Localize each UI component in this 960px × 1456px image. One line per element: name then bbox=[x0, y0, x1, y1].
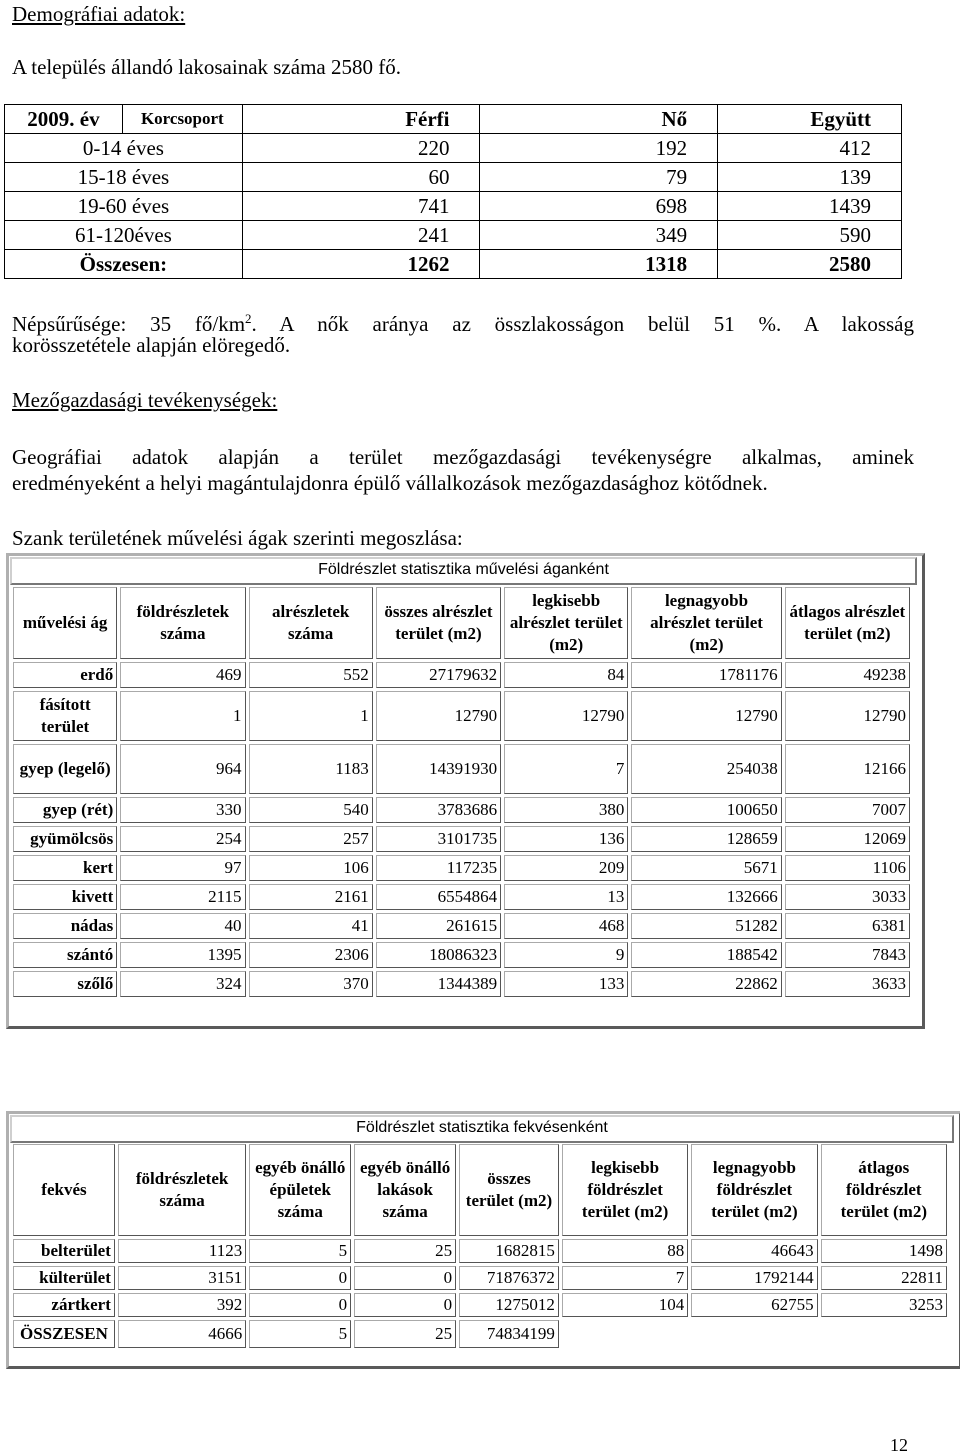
cultivation-cell: 1395 bbox=[120, 942, 245, 968]
age-group: 61-120éves bbox=[5, 221, 243, 250]
female-count: 192 bbox=[480, 134, 718, 163]
cultivation-cell: 540 bbox=[249, 797, 373, 823]
cultivation-row bbox=[13, 942, 910, 968]
cultivation-cell: 6381 bbox=[785, 913, 910, 939]
cultivation-cell: 2306 bbox=[249, 942, 373, 968]
cultivation-cell: 51282 bbox=[631, 913, 781, 939]
cultivation-cell: 261615 bbox=[376, 913, 501, 939]
cultivation-cell: 22862 bbox=[631, 971, 781, 997]
page-number: 12 bbox=[890, 1435, 908, 1455]
cultivation-row bbox=[13, 971, 910, 997]
cultivation-table bbox=[10, 584, 913, 1000]
cultivation-cell: 188542 bbox=[631, 942, 781, 968]
cultivation-branch-name: gyep (rét) bbox=[13, 797, 117, 823]
cultivation-cell: 380 bbox=[504, 797, 628, 823]
header-location: fekvés bbox=[13, 1144, 115, 1236]
cultivation-cell: 552 bbox=[249, 662, 373, 688]
population-intro: A település állandó lakosainak száma 2580 fő. bbox=[12, 55, 401, 79]
population-table bbox=[4, 104, 902, 279]
male-sum: 1262 bbox=[242, 250, 480, 279]
header-parcel-count: földrészletek száma bbox=[120, 587, 245, 659]
cultivation-cell: 468 bbox=[504, 913, 628, 939]
cultivation-row bbox=[13, 797, 910, 823]
location-cell: 0 bbox=[249, 1266, 351, 1290]
location-header-row bbox=[13, 1144, 947, 1236]
cultivation-header-row bbox=[13, 587, 910, 659]
cultivation-cell: 209 bbox=[504, 855, 628, 881]
total-count: 590 bbox=[718, 221, 902, 250]
header-max-area: legnagyobb földrészlet terület (m2) bbox=[691, 1144, 817, 1236]
cultivation-cell: 6554864 bbox=[376, 884, 501, 910]
cultivation-cell: 370 bbox=[249, 971, 373, 997]
cultivation-cell: 1106 bbox=[785, 855, 910, 881]
cultivation-cell: 1344389 bbox=[376, 971, 501, 997]
cultivation-cell: 40 bbox=[120, 913, 245, 939]
density-paragraph-line1: Népsűrűsége: 35 $fő/km^2$. A nők aránya az összlakosságon belül 51 %. A lakosság bbox=[12, 311, 914, 336]
location-cell: 46643 bbox=[691, 1239, 817, 1263]
year-label: 2009. év bbox=[5, 105, 123, 134]
header-other-dwellings: egyéb önálló lakások száma bbox=[354, 1144, 456, 1236]
cultivation-row bbox=[13, 913, 910, 939]
density-paragraph-line2: korösszetétele alapján elöregedő. bbox=[12, 333, 291, 357]
location-cell: 3151 bbox=[118, 1266, 246, 1290]
location-cell: 0 bbox=[354, 1266, 456, 1290]
cultivation-cell: 257 bbox=[249, 826, 373, 852]
population-row bbox=[5, 221, 902, 250]
total-area: 74834199 bbox=[459, 1320, 559, 1348]
female-header: Nő bbox=[480, 105, 718, 134]
location-cell: 392 bbox=[118, 1293, 246, 1317]
total-other-buildings: 5 bbox=[249, 1320, 351, 1348]
density-superscript: 2 bbox=[245, 311, 252, 326]
cultivation-cell: 106 bbox=[249, 855, 373, 881]
cultivation-branch-name: nádas bbox=[13, 913, 117, 939]
location-cell: 104 bbox=[562, 1293, 688, 1317]
population-header-row bbox=[5, 105, 902, 134]
cultivation-cell: 2115 bbox=[120, 884, 245, 910]
cultivation-row bbox=[13, 884, 910, 910]
cultivation-row bbox=[13, 744, 910, 794]
age-group-header: Korcsoport bbox=[122, 105, 242, 134]
female-count: 349 bbox=[480, 221, 718, 250]
cultivation-cell: 18086323 bbox=[376, 942, 501, 968]
age-group: 0-14 éves bbox=[5, 134, 243, 163]
cultivation-branch-name: fásított terület bbox=[13, 691, 117, 741]
cultivation-branch-name: gyümölcsös bbox=[13, 826, 117, 852]
cultivation-body bbox=[13, 662, 910, 997]
age-group: 19-60 éves bbox=[5, 192, 243, 221]
cultivation-cell: 12790 bbox=[631, 691, 781, 741]
demography-heading: Demográfiai adatok: bbox=[12, 2, 186, 26]
location-banner: Földrészlet statisztika fekvésenként bbox=[10, 1115, 954, 1143]
agriculture-heading: Mezőgazdasági tevékenységek: bbox=[12, 388, 278, 412]
total-header: Együtt bbox=[718, 105, 902, 134]
header-min-area: legkisebb földrészlet terület (m2) bbox=[562, 1144, 688, 1236]
location-cell: 88 bbox=[562, 1239, 688, 1263]
cultivation-row bbox=[13, 826, 910, 852]
cultivation-cell: 100650 bbox=[631, 797, 781, 823]
male-count: 220 bbox=[242, 134, 480, 163]
location-cell: 25 bbox=[354, 1239, 456, 1263]
header-parcel-count: földrészletek száma bbox=[118, 1144, 246, 1236]
location-body bbox=[13, 1239, 947, 1317]
cultivation-cell: 469 bbox=[120, 662, 245, 688]
header-total-area: összes terület (m2) bbox=[459, 1144, 559, 1236]
cultivation-cell: 964 bbox=[120, 744, 245, 794]
location-cell: 22811 bbox=[821, 1266, 947, 1290]
cultivation-cell: 3033 bbox=[785, 884, 910, 910]
male-count: 741 bbox=[242, 192, 480, 221]
cultivation-row bbox=[13, 691, 910, 741]
cultivation-cell: 128659 bbox=[631, 826, 781, 852]
cultivation-cell: 12166 bbox=[785, 744, 910, 794]
header-min-area: legkisebb alrészlet terület (m2) bbox=[504, 587, 628, 659]
cultivation-cell: 12790 bbox=[504, 691, 628, 741]
cultivation-cell: 84 bbox=[504, 662, 628, 688]
cultivation-branch-name: szőlő bbox=[13, 971, 117, 997]
header-total-area: összes alrészlet terület (m2) bbox=[376, 587, 501, 659]
total-count: 1439 bbox=[718, 192, 902, 221]
cultivation-branch-name: gyep (legelő) bbox=[13, 744, 117, 794]
cultivation-cell: 13 bbox=[504, 884, 628, 910]
sum-label: Összesen: bbox=[5, 250, 243, 279]
header-max-area: legnagyobb alrészlet terület (m2) bbox=[631, 587, 781, 659]
total-sum: 2580 bbox=[718, 250, 902, 279]
location-cell: 7 bbox=[562, 1266, 688, 1290]
location-row bbox=[13, 1239, 947, 1263]
location-name: belterület bbox=[13, 1239, 115, 1263]
population-sum-row bbox=[5, 250, 902, 279]
location-cell: 62755 bbox=[691, 1293, 817, 1317]
cultivation-cell: 3101735 bbox=[376, 826, 501, 852]
cultivation-branch-name: kivett bbox=[13, 884, 117, 910]
location-cell: 0 bbox=[249, 1293, 351, 1317]
cultivation-cell: 49238 bbox=[785, 662, 910, 688]
cultivation-cell: 2161 bbox=[249, 884, 373, 910]
cultivation-row bbox=[13, 855, 910, 881]
header-avg-area: átlagos földrészlet terület (m2) bbox=[821, 1144, 947, 1236]
cultivation-cell: 7 bbox=[504, 744, 628, 794]
land-heading: Szank területének művelési ágak szerinti megoszlása: bbox=[12, 526, 463, 550]
cultivation-cell: 12069 bbox=[785, 826, 910, 852]
location-table bbox=[10, 1141, 950, 1351]
cultivation-cell: 7007 bbox=[785, 797, 910, 823]
header-avg-area: átlagos alrészlet terület (m2) bbox=[785, 587, 910, 659]
header-cultivation-branch: művelési ág bbox=[13, 587, 117, 659]
cultivation-cell: 27179632 bbox=[376, 662, 501, 688]
location-cell: 1498 bbox=[821, 1239, 947, 1263]
location-total-row bbox=[13, 1320, 947, 1348]
header-other-buildings: egyéb önálló épületek száma bbox=[249, 1144, 351, 1236]
cultivation-cell: 1781176 bbox=[631, 662, 781, 688]
header-subparcel-count: alrészletek száma bbox=[249, 587, 373, 659]
cultivation-row bbox=[13, 662, 910, 688]
cultivation-cell: 330 bbox=[120, 797, 245, 823]
cultivation-cell: 41 bbox=[249, 913, 373, 939]
cultivation-branch-name: szántó bbox=[13, 942, 117, 968]
cultivation-cell: 1 bbox=[120, 691, 245, 741]
location-row bbox=[13, 1293, 947, 1317]
cultivation-cell: 136 bbox=[504, 826, 628, 852]
cultivation-cell: 1183 bbox=[249, 744, 373, 794]
total-count: 412 bbox=[718, 134, 902, 163]
location-name: zártkert bbox=[13, 1293, 115, 1317]
cultivation-cell: 133 bbox=[504, 971, 628, 997]
cultivation-cell: 254 bbox=[120, 826, 245, 852]
agriculture-line2: eredményeként a helyi magántulajdonra épülő vállalkozások mezőgazdasághoz kötődnek. bbox=[12, 471, 768, 495]
cultivation-cell: 3633 bbox=[785, 971, 910, 997]
cultivation-cell: 97 bbox=[120, 855, 245, 881]
cultivation-cell: 117235 bbox=[376, 855, 501, 881]
cultivation-cell: 254038 bbox=[631, 744, 781, 794]
location-cell: 1123 bbox=[118, 1239, 246, 1263]
cultivation-cell: 324 bbox=[120, 971, 245, 997]
total-parcel-count: 4666 bbox=[118, 1320, 246, 1348]
agriculture-line1: Geográfiai adatok alapján a terület mezőgazdasági tevékenységre alkalmas, aminek bbox=[12, 445, 914, 469]
cultivation-banner: Földrészlet statisztika művelési áganként bbox=[10, 557, 917, 585]
cultivation-branch-name: erdő bbox=[13, 662, 117, 688]
total-other-dwellings: 25 bbox=[354, 1320, 456, 1348]
location-cell: 1792144 bbox=[691, 1266, 817, 1290]
population-row bbox=[5, 134, 902, 163]
cultivation-cell: 12790 bbox=[376, 691, 501, 741]
location-name: külterület bbox=[13, 1266, 115, 1290]
location-cell: 3253 bbox=[821, 1293, 947, 1317]
population-row bbox=[5, 192, 902, 221]
cultivation-branch-name: kert bbox=[13, 855, 117, 881]
cultivation-cell: 9 bbox=[504, 942, 628, 968]
cultivation-cell: 7843 bbox=[785, 942, 910, 968]
location-cell: 5 bbox=[249, 1239, 351, 1263]
female-sum: 1318 bbox=[480, 250, 718, 279]
total-count: 139 bbox=[718, 163, 902, 192]
age-group: 15-18 éves bbox=[5, 163, 243, 192]
location-cell: 1275012 bbox=[459, 1293, 559, 1317]
population-row bbox=[5, 163, 902, 192]
location-cell: 71876372 bbox=[459, 1266, 559, 1290]
location-cell: 1682815 bbox=[459, 1239, 559, 1263]
cultivation-cell: 132666 bbox=[631, 884, 781, 910]
cultivation-cell: 1 bbox=[249, 691, 373, 741]
cultivation-cell: 14391930 bbox=[376, 744, 501, 794]
female-count: 79 bbox=[480, 163, 718, 192]
female-count: 698 bbox=[480, 192, 718, 221]
male-count: 241 bbox=[242, 221, 480, 250]
male-count: 60 bbox=[242, 163, 480, 192]
total-label: ÖSSZESEN bbox=[13, 1320, 115, 1348]
location-row bbox=[13, 1266, 947, 1290]
cultivation-cell: 12790 bbox=[785, 691, 910, 741]
location-cell: 0 bbox=[354, 1293, 456, 1317]
male-header: Férfi bbox=[242, 105, 480, 134]
cultivation-cell: 5671 bbox=[631, 855, 781, 881]
cultivation-cell: 3783686 bbox=[376, 797, 501, 823]
